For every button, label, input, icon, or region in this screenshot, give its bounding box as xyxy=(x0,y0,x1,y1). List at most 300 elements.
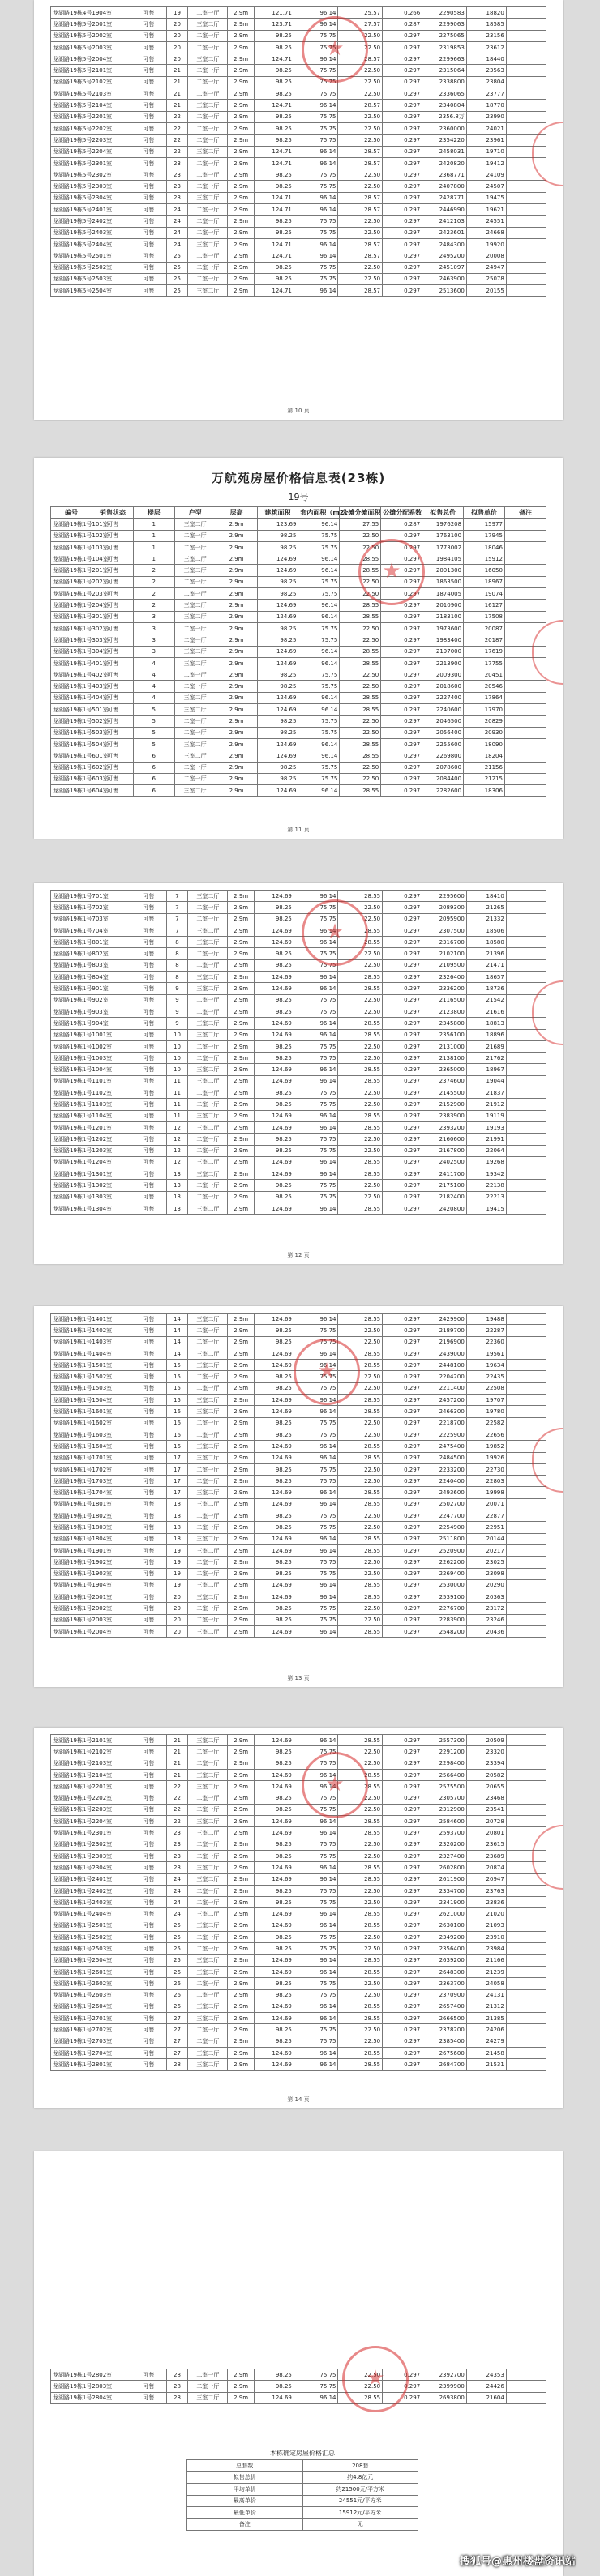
table-cell: 2.9m xyxy=(228,1336,254,1348)
table-cell: 96.14 xyxy=(294,1029,338,1040)
table-cell: 124.69 xyxy=(254,925,294,936)
table-cell: 可售 xyxy=(131,1348,166,1359)
table-row xyxy=(51,1579,546,1591)
table-row xyxy=(51,972,546,983)
table-cell: 75.75 xyxy=(294,1557,338,1568)
price-sheet-page xyxy=(34,458,563,839)
table-cell: 龙湖路19栋1号801室 xyxy=(51,937,131,948)
table-cell: 18204 xyxy=(464,750,505,762)
table-cell: 2520900 xyxy=(422,1544,467,1556)
table-cell: 2.9m xyxy=(228,891,254,902)
table-cell: 75.75 xyxy=(294,1510,338,1522)
table-cell: 75.75 xyxy=(294,1758,338,1769)
table-cell: 2575500 xyxy=(422,1781,467,1792)
table-cell: 12 xyxy=(166,1121,188,1133)
table-row xyxy=(51,1603,546,1614)
table-cell: 2.9m xyxy=(228,959,254,971)
table-cell: 20 xyxy=(166,30,188,41)
table-cell: 8 xyxy=(166,948,188,959)
table-cell: 21604 xyxy=(466,2392,506,2403)
table-cell: 96.14 xyxy=(298,519,340,530)
table-cell: 龙湖路19栋1号1901室 xyxy=(51,1544,131,1556)
table-cell xyxy=(506,100,546,111)
table-cell: 98.25 xyxy=(254,902,294,913)
table-cell: 2.9m xyxy=(228,2059,254,2070)
table-cell: 96.14 xyxy=(294,1626,338,1638)
table-cell: 1773002 xyxy=(422,541,464,553)
table-cell xyxy=(504,530,546,541)
table-row xyxy=(51,634,546,646)
table-cell: 2275065 xyxy=(422,30,467,41)
table-row xyxy=(51,1053,546,1064)
table-cell xyxy=(506,216,546,227)
table-cell xyxy=(506,2013,546,2024)
table-cell: 龙湖路19栋1号1102室 xyxy=(51,1087,131,1099)
table-cell: 龙湖路19栋1号1801室 xyxy=(51,1498,131,1510)
table-cell: 三室二厅 xyxy=(188,1533,228,1544)
table-cell xyxy=(506,262,546,273)
table-cell: 96.14 xyxy=(294,146,338,157)
table-row xyxy=(51,216,546,227)
table-row xyxy=(51,1441,546,1452)
table-cell: 可售 xyxy=(92,669,133,681)
table-row xyxy=(51,1099,546,1110)
table-cell: 0.297 xyxy=(383,2001,422,2012)
table-cell: 124.69 xyxy=(254,1452,294,1463)
table-row xyxy=(51,891,546,902)
table-cell: 龙湖路19栋1号1404室 xyxy=(51,1348,131,1359)
table-row xyxy=(51,238,546,250)
table-cell: 124.69 xyxy=(254,1966,294,1977)
table-cell: 23394 xyxy=(466,1758,506,1769)
summary-label: 备注 xyxy=(187,2518,303,2531)
table-cell: 75.75 xyxy=(294,1568,338,1579)
table-cell xyxy=(506,1134,546,1145)
table-cell xyxy=(506,238,546,250)
table-cell: 可售 xyxy=(131,1191,166,1203)
table-cell: 2.9m xyxy=(228,1873,254,1885)
table-cell: 98.25 xyxy=(257,669,298,681)
table-cell: 8 xyxy=(166,959,188,971)
table-row xyxy=(51,1873,546,1885)
table-cell: 0.297 xyxy=(383,1885,422,1896)
table-cell: 2276700 xyxy=(422,1603,467,1614)
table-cell: 龙湖路19栋1号1803室 xyxy=(51,1522,131,1533)
table-cell: 二室一厅 xyxy=(174,669,216,681)
table-cell: 0.297 xyxy=(383,1110,422,1121)
table-cell: 可售 xyxy=(131,204,166,216)
table-row xyxy=(51,169,546,181)
table-cell: 23 xyxy=(166,1862,188,1873)
table-cell: 98.25 xyxy=(254,948,294,959)
table-cell: 龙湖路19栋1号104室 xyxy=(51,553,92,565)
table-row xyxy=(51,1476,546,1487)
table-cell: 2.9m xyxy=(228,135,254,146)
table-cell: 19193 xyxy=(466,1121,506,1133)
table-cell: 2109500 xyxy=(422,959,467,971)
table-cell: 9 xyxy=(166,1006,188,1017)
table-cell: 龙湖路19栋5号2503室 xyxy=(51,273,131,284)
table-cell: 20436 xyxy=(466,1626,506,1638)
table-cell: 龙湖路19栋1号503室 xyxy=(51,727,92,738)
table-cell: 二室一厅 xyxy=(188,1336,228,1348)
table-cell: 2145500 xyxy=(422,1087,467,1099)
table-cell: 可售 xyxy=(131,1006,166,1017)
table-cell: 龙湖路19栋1号701室 xyxy=(51,891,131,902)
table-cell xyxy=(506,1145,546,1156)
table-cell: 124.71 xyxy=(254,238,294,250)
table-cell: 22.50 xyxy=(338,1476,383,1487)
table-cell: 龙湖路19栋1号702室 xyxy=(51,902,131,913)
table-cell: 龙湖路19栋5号2301室 xyxy=(51,157,131,169)
table-cell: 75.75 xyxy=(294,1943,338,1954)
table-cell xyxy=(506,913,546,925)
table-cell: 12 xyxy=(166,1134,188,1145)
table-cell: 28.55 xyxy=(338,2013,383,2024)
table-cell: 124.69 xyxy=(254,1441,294,1452)
table-cell xyxy=(506,1053,546,1064)
table-cell xyxy=(506,7,546,19)
table-cell xyxy=(506,1336,546,1348)
table-cell: 二室一厅 xyxy=(188,1180,228,1191)
table-cell: 可售 xyxy=(131,1522,166,1533)
table-cell: 24 xyxy=(166,1873,188,1885)
table-cell: 22.50 xyxy=(338,216,383,227)
table-cell: 15 xyxy=(166,1382,188,1394)
table-cell: 22435 xyxy=(466,1371,506,1382)
table-cell: 0.297 xyxy=(383,1191,422,1203)
table-row xyxy=(51,273,546,284)
table-cell: 龙湖路19栋5号2203室 xyxy=(51,135,131,146)
table-cell: 2.9m xyxy=(228,1325,254,1336)
table-cell: 2.9m xyxy=(228,250,254,262)
table-cell: 2.9m xyxy=(228,41,254,53)
table-cell: 28.55 xyxy=(340,738,381,750)
table-cell: 可售 xyxy=(92,716,133,727)
table-cell: 可售 xyxy=(131,1954,166,1966)
table-cell: 19780 xyxy=(466,1406,506,1417)
table-cell xyxy=(506,2369,546,2381)
table-cell xyxy=(506,53,546,65)
table-cell: 28.55 xyxy=(338,1203,383,1215)
table-cell xyxy=(506,2001,546,2012)
table-cell: 2.9m xyxy=(216,576,257,587)
table-cell: 三室二厅 xyxy=(188,1816,228,1827)
table-cell: 96.14 xyxy=(294,192,338,203)
table-cell: 28.55 xyxy=(340,600,381,611)
table-cell: 75.75 xyxy=(294,1336,338,1348)
table-cell: 28.55 xyxy=(338,1533,383,1544)
table-row xyxy=(51,262,546,273)
table-cell: 28.55 xyxy=(338,2392,383,2403)
table-cell: 龙湖路19栋5号2302室 xyxy=(51,169,131,181)
table-cell xyxy=(506,1989,546,2001)
table-cell: 二室一厅 xyxy=(188,1145,228,1156)
table-cell: 75.75 xyxy=(298,716,340,727)
price-sheet-page xyxy=(34,883,563,1264)
table-cell xyxy=(506,1920,546,1931)
table-row xyxy=(51,88,546,100)
table-cell: 18967 xyxy=(464,576,505,587)
table-cell: 2001300 xyxy=(422,565,464,576)
table-cell: 6 xyxy=(133,785,174,797)
table-cell: 龙湖路19栋1号2203室 xyxy=(51,1804,131,1815)
table-cell: 2089300 xyxy=(422,902,467,913)
table-cell: 2407800 xyxy=(422,181,467,192)
table-cell: 可售 xyxy=(131,19,166,30)
table-cell: 124.69 xyxy=(254,1908,294,1920)
table-cell: 17864 xyxy=(464,692,505,703)
table-cell: 龙湖路19栋1号1402室 xyxy=(51,1325,131,1336)
table-cell: 0.297 xyxy=(383,2369,422,2381)
table-cell: 27.55 xyxy=(340,519,381,530)
table-cell: 0.297 xyxy=(381,634,422,646)
table-cell: 98.25 xyxy=(257,773,298,784)
table-cell xyxy=(506,250,546,262)
table-cell: 2218700 xyxy=(422,1417,467,1429)
table-cell: 2412103 xyxy=(422,216,467,227)
table-cell: 7 xyxy=(166,891,188,902)
table-cell xyxy=(504,762,546,773)
table-cell xyxy=(506,1110,546,1121)
table-cell: 124.69 xyxy=(254,1064,294,1075)
table-cell: 0.297 xyxy=(383,181,422,192)
table-cell: 2.9m xyxy=(228,2392,254,2403)
table-cell xyxy=(506,1579,546,1591)
table-cell: 96.14 xyxy=(294,1533,338,1544)
table-cell: 可售 xyxy=(92,727,133,738)
table-cell: 124.69 xyxy=(254,1498,294,1510)
table-cell: 可售 xyxy=(131,1792,166,1804)
table-cell: 28.55 xyxy=(338,1781,383,1792)
table-cell: 龙湖路19栋1号703室 xyxy=(51,913,131,925)
table-cell xyxy=(506,1180,546,1191)
table-cell: 2.9m xyxy=(228,983,254,994)
table-cell: 22 xyxy=(166,135,188,146)
table-cell: 23 xyxy=(166,1839,188,1850)
table-row xyxy=(51,519,546,530)
table-cell: 8 xyxy=(166,972,188,983)
table-cell: 可售 xyxy=(131,1395,166,1406)
table-cell: 20363 xyxy=(466,1591,506,1603)
table-cell: 2.9m xyxy=(216,727,257,738)
table-row xyxy=(51,1429,546,1440)
column-header: 户型 xyxy=(174,507,216,519)
table-cell: 2.9m xyxy=(228,1626,254,1638)
table-cell xyxy=(506,1943,546,1954)
table-cell: 124.69 xyxy=(254,2001,294,2012)
table-cell: 98.25 xyxy=(254,1382,294,1394)
table-cell: 22 xyxy=(166,1781,188,1792)
table-cell: 28.55 xyxy=(338,2001,383,2012)
table-cell: 2.9m xyxy=(216,750,257,762)
table-cell: 124.69 xyxy=(254,1314,294,1325)
table-cell: 2.9m xyxy=(228,169,254,181)
table-cell: 2.9m xyxy=(216,785,257,797)
table-cell: 龙湖路19栋1号1504室 xyxy=(51,1395,131,1406)
table-cell: 28.55 xyxy=(338,1966,383,1977)
table-cell: 2282600 xyxy=(422,785,464,797)
table-cell: 龙湖路19栋1号2003室 xyxy=(51,1614,131,1625)
table-cell: 2.9m xyxy=(228,1544,254,1556)
table-cell: 18 xyxy=(166,1522,188,1533)
table-cell: 2.9m xyxy=(228,1156,254,1168)
table-cell: 2213900 xyxy=(422,657,464,669)
table-cell: 2502700 xyxy=(422,1498,467,1510)
table-cell: 28.57 xyxy=(338,157,383,169)
table-cell: 98.25 xyxy=(254,959,294,971)
table-cell: 1973600 xyxy=(422,622,464,634)
table-cell: 22213 xyxy=(466,1191,506,1203)
table-cell: 14 xyxy=(166,1325,188,1336)
table-cell: 124.69 xyxy=(254,2059,294,2070)
table-cell: 0.297 xyxy=(383,1053,422,1064)
table-cell: 2.9m xyxy=(216,600,257,611)
table-cell: 25.57 xyxy=(338,7,383,19)
table-cell: 98.25 xyxy=(254,273,294,284)
table-cell: 2.9m xyxy=(216,634,257,646)
table-cell: 二室一厅 xyxy=(188,41,228,53)
table-cell: 龙湖路19栋5号2002室 xyxy=(51,30,131,41)
table-cell: 15 xyxy=(166,1395,188,1406)
table-cell: 0.297 xyxy=(383,135,422,146)
table-cell: 可售 xyxy=(92,646,133,657)
table-row xyxy=(51,1382,546,1394)
table-cell: 98.25 xyxy=(254,1476,294,1487)
table-cell: 0.297 xyxy=(383,1954,422,1966)
table-cell: 28.55 xyxy=(338,891,383,902)
table-cell: 可售 xyxy=(131,1064,166,1075)
table-cell: 龙湖路19栋1号2804室 xyxy=(51,2392,131,2403)
table-cell: 28.55 xyxy=(340,646,381,657)
table-cell: 21912 xyxy=(466,1099,506,1110)
table-cell: 75.75 xyxy=(294,1839,338,1850)
table-row xyxy=(51,1156,546,1168)
table-cell: 龙湖路19栋5号2504室 xyxy=(51,285,131,297)
table-row xyxy=(51,565,546,576)
table-cell: 三室二厅 xyxy=(188,1626,228,1638)
table-cell: 28.55 xyxy=(338,1064,383,1075)
table-row xyxy=(51,2059,546,2070)
table-cell: 96.14 xyxy=(294,1954,338,1966)
table-cell: 2.9m xyxy=(228,1614,254,1625)
table-cell: 2.9m xyxy=(228,1110,254,1121)
table-cell: 0.297 xyxy=(383,157,422,169)
table-cell: 2356100 xyxy=(422,1029,467,1040)
table-row xyxy=(51,2392,546,2403)
table-cell: 124.69 xyxy=(254,1018,294,1029)
table-cell: 龙湖路19栋1号2603室 xyxy=(51,1989,131,2001)
table-cell: 96.14 xyxy=(294,891,338,902)
table-cell: 124.69 xyxy=(254,891,294,902)
table-cell: 三室二厅 xyxy=(174,600,216,611)
table-row xyxy=(51,1064,546,1075)
table-cell: 2010900 xyxy=(422,600,464,611)
building-number: 19号 xyxy=(288,492,309,502)
table-cell: 三室二厅 xyxy=(188,238,228,250)
table-cell: 28.55 xyxy=(338,1544,383,1556)
table-cell: 可售 xyxy=(131,1544,166,1556)
table-cell: 21215 xyxy=(464,773,505,784)
table-cell: 9 xyxy=(166,1018,188,1029)
table-cell: 24131 xyxy=(466,1989,506,2001)
table-cell: 19926 xyxy=(466,1452,506,1463)
table-cell xyxy=(506,1075,546,1087)
table-cell: 二室一厅 xyxy=(174,773,216,784)
table-cell: 98.25 xyxy=(254,1792,294,1804)
table-cell: 2.9m xyxy=(216,657,257,669)
table-cell: 龙湖路19栋5号2501室 xyxy=(51,250,131,262)
table-cell: 2.9m xyxy=(228,146,254,157)
table-cell: 124.69 xyxy=(254,1203,294,1215)
table-cell: 98.25 xyxy=(254,216,294,227)
table-cell: 二室一厅 xyxy=(188,181,228,192)
table-cell: 三室二厅 xyxy=(188,1360,228,1371)
table-row xyxy=(51,1746,546,1758)
table-cell: 可售 xyxy=(131,2024,166,2036)
table-cell: 2116500 xyxy=(422,994,467,1006)
table-cell: 24109 xyxy=(466,169,506,181)
table-cell: 二室一厅 xyxy=(174,588,216,600)
table-cell: 19852 xyxy=(466,1441,506,1452)
table-cell: 可售 xyxy=(131,2001,166,2012)
table-cell: 28.57 xyxy=(338,250,383,262)
table-cell: 15977 xyxy=(464,519,505,530)
table-cell: 28.55 xyxy=(338,1873,383,1885)
table-cell: 2.9m xyxy=(228,1954,254,1966)
table-cell: 三室二厅 xyxy=(174,565,216,576)
table-cell: 23 xyxy=(166,157,188,169)
table-cell: 27 xyxy=(166,2024,188,2036)
page-footer: 第 11 页 xyxy=(287,827,310,833)
table-cell: 2666500 xyxy=(422,2013,467,2024)
table-row xyxy=(51,727,546,738)
table-cell: 0.297 xyxy=(383,1966,422,1977)
table-cell: 三室二厅 xyxy=(188,937,228,948)
table-cell: 三室二厅 xyxy=(174,704,216,716)
table-row xyxy=(51,913,546,925)
summary-label: 平均单价 xyxy=(187,2484,303,2496)
table-cell: 75.75 xyxy=(294,122,338,134)
table-cell: 龙湖路19栋1号201室 xyxy=(51,565,92,576)
table-cell: 三室二厅 xyxy=(188,1544,228,1556)
table-cell: 二室一厅 xyxy=(188,76,228,88)
table-cell: 13 xyxy=(166,1191,188,1203)
table-cell xyxy=(504,692,546,703)
page-footer: 第 12 页 xyxy=(287,1252,310,1258)
table-cell: 三室二厅 xyxy=(188,1029,228,1040)
table-cell: 28.55 xyxy=(338,1018,383,1029)
table-cell: 二室一厅 xyxy=(188,2036,228,2047)
table-cell: 124.69 xyxy=(254,1579,294,1591)
table-cell: 20087 xyxy=(464,622,505,634)
table-cell: 98.25 xyxy=(257,762,298,773)
table-cell: 28.55 xyxy=(338,1360,383,1371)
table-cell: 2225900 xyxy=(422,1429,467,1440)
table-cell: 22.50 xyxy=(338,1099,383,1110)
table-cell: 龙湖路19栋1号904室 xyxy=(51,1018,131,1029)
table-cell: 0.297 xyxy=(383,192,422,203)
table-cell: 二室一厅 xyxy=(188,1053,228,1064)
table-cell: 0.297 xyxy=(383,1087,422,1099)
table-cell: 0.297 xyxy=(383,273,422,284)
table-cell: 124.69 xyxy=(254,1920,294,1931)
table-cell: 龙湖路19栋1号502室 xyxy=(51,716,92,727)
table-cell: 2175100 xyxy=(422,1180,467,1191)
table-cell: 98.25 xyxy=(257,541,298,553)
table-cell: 96.14 xyxy=(294,2001,338,2012)
table-cell xyxy=(506,1769,546,1780)
